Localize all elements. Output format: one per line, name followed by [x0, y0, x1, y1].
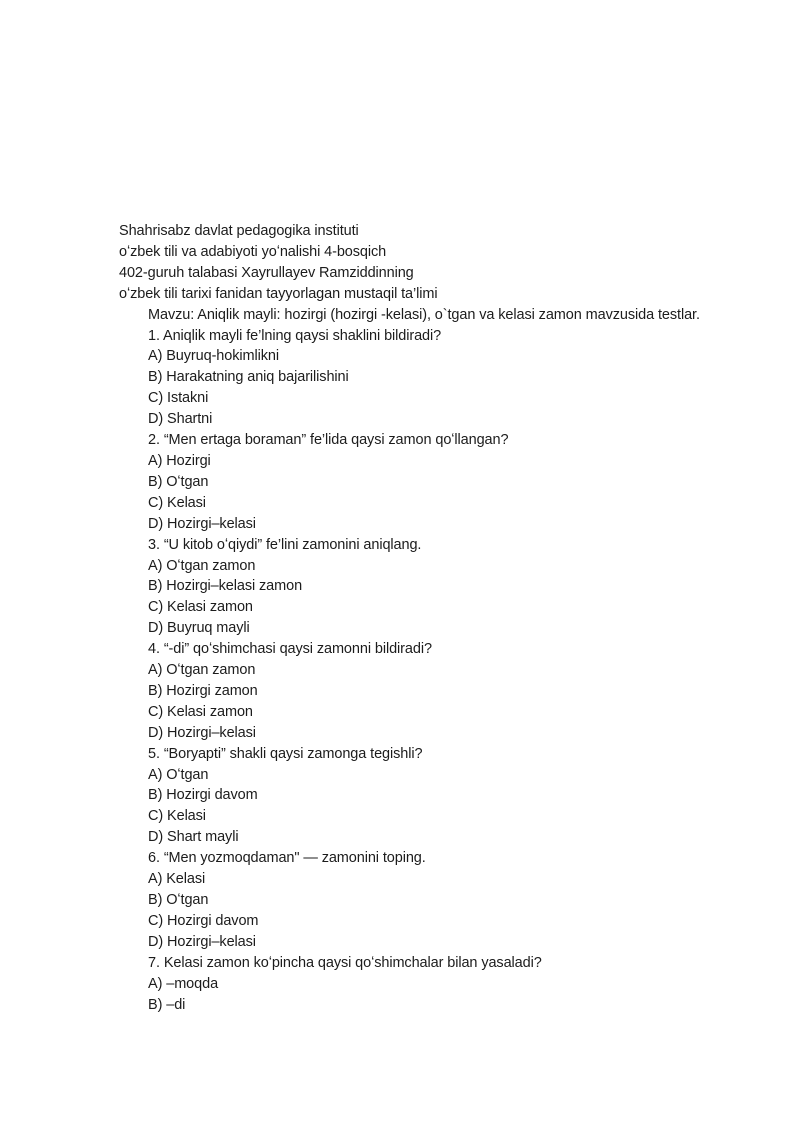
answer-option: D) Buyruq mayli	[148, 620, 250, 637]
answer-option: A) Oʻtgan	[148, 766, 209, 783]
answer-option: C) Kelasi	[148, 808, 206, 825]
questions-list	[119, 326, 720, 1016]
document-text-block	[119, 221, 720, 1015]
answer-option: A) Hozirgi	[148, 452, 211, 469]
answer-option: A) Kelasi	[148, 871, 206, 888]
question-block	[119, 430, 720, 535]
answer-option: B) Oʻtgan	[148, 473, 209, 490]
question-text: 5. “Boryapti” shakli qaysi zamonga tegishli?	[148, 745, 423, 762]
question-text: 6. “Men yozmoqdaman" — zamonini toping.	[148, 850, 426, 867]
question-text: 3. “U kitob oʻqiydi” fe’lini zamonini aniqlang.	[148, 536, 422, 553]
document-header	[119, 221, 720, 305]
answer-option: B) Oʻtgan	[148, 892, 209, 908]
question-block	[119, 953, 720, 1016]
answer-option: C) Kelasi zamon	[148, 599, 253, 616]
header-line: oʻzbek tili va adabiyoti yoʻnalishi 4-bosqich	[119, 243, 387, 260]
answer-option: B) Hozirgi–kelasi zamon	[148, 578, 303, 595]
question-text: 4. “-di” qoʻshimchasi qaysi zamonni bildiradi?	[148, 641, 432, 658]
answer-option: A) –moqda	[148, 975, 219, 992]
question-block	[119, 744, 720, 849]
question-text: 1. Aniqlik mayli fe’lning qaysi shaklini bildiradi?	[148, 327, 442, 344]
answer-option: B) Hozirgi zamon	[148, 682, 258, 699]
answer-option: C) Kelasi zamon	[148, 703, 253, 720]
answer-option: B) –di	[148, 996, 186, 1013]
answer-option: A) Oʻtgan zamon	[148, 662, 256, 679]
answer-option: A) Buyruq-hokimlikni	[148, 348, 279, 365]
question-text: 7. Kelasi zamon koʻpincha qaysi qoʻshimchalar bilan yasaladi?	[148, 954, 542, 971]
answer-option: B) Hozirgi davom	[148, 787, 258, 804]
header-line: oʻzbek tili tarixi fanidan tayyorlagan mustaqil ta’limi	[119, 285, 438, 302]
answer-option: D) Hozirgi–kelasi	[148, 515, 256, 532]
header-line: Shahrisabz davlat pedagogika instituti	[119, 223, 359, 239]
answer-option: A) Oʻtgan zamon	[148, 557, 256, 574]
answer-option: C) Istakni	[148, 390, 209, 407]
question-text: 2. “Men ertaga boraman” fe’lida qaysi zamon qoʻllangan?	[148, 432, 509, 449]
question-block	[119, 639, 720, 744]
answer-option: B) Harakatning aniq bajarilishini	[148, 369, 349, 386]
answer-option: D) Shart mayli	[148, 829, 239, 846]
answer-option: C) Hozirgi davom	[148, 912, 259, 929]
topic-line: Mavzu: Aniqlik mayli: hozirgi (hozirgi -kelasi), o`tgan va kelasi zamon mavzusida testlar.	[148, 306, 700, 323]
question-block	[119, 326, 720, 431]
answer-option: C) Kelasi	[148, 494, 206, 511]
header-line: 402-guruh talabasi Xayrullayev Ramziddinning	[119, 264, 414, 281]
answer-option: D) Hozirgi–kelasi	[148, 724, 256, 741]
question-block	[119, 848, 720, 953]
question-block	[119, 535, 720, 640]
answer-option: D) Hozirgi–kelasi	[148, 933, 256, 950]
answer-option: D) Shartni	[148, 411, 213, 428]
